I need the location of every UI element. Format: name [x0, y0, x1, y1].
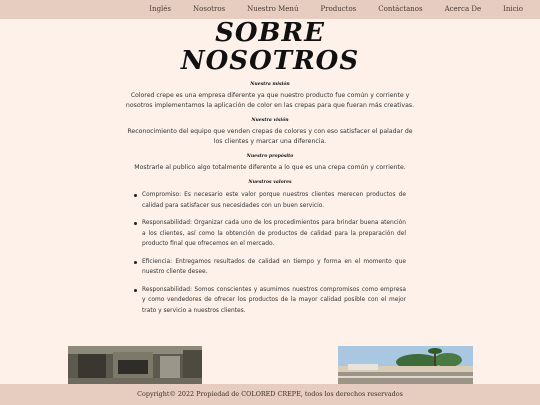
page-title: SOBRE NOSOTROS — [180, 18, 360, 76]
vision-text: Reconocimiento del equipo que venden crepas de colores y con eso satisfacer el paladar de los clientes y marcar una diferencia. — [127, 128, 413, 145]
nav-link-nosotros[interactable]: Nosotros — [193, 5, 226, 13]
nav-link-productos[interactable]: Productos — [320, 5, 357, 13]
mission-heading: Nuestra misión — [250, 82, 290, 87]
nav-link-acerca-de[interactable]: Acerca De — [444, 5, 482, 13]
storefront-image — [68, 346, 202, 384]
top-navigation — [0, 0, 540, 19]
nav-link-inicio[interactable]: Inicio — [503, 5, 523, 13]
purpose-text: Mostrarle al publico algo totalmente diferente a lo que es una crepa común y corriente. — [134, 164, 406, 171]
value-item-responsabilidad: Responsabilidad: Organizar cada uno de los procedimientos para brindar buena atención a los clientes, así como la obtención de productos de calidad para la preparación del producto final que ofrecemos en el mercado. — [142, 218, 406, 250]
nav-link-contactanos[interactable]: Contáctanos — [378, 5, 423, 13]
mission-text: Colored crepe es una empresa diferente ya que nuestro producto fue común y corriente y nosotros implementamos la aplicación de color en las crepas para que fueran más creativas. — [125, 92, 415, 109]
vision-heading: Nuestra visión — [251, 118, 289, 123]
page-footer — [0, 384, 540, 405]
storefront-photo — [68, 346, 202, 384]
value-item-responsabilidad-2: Responsabilidad: Somos conscientes y asumimos nuestros compromisos como empresa y como vendedores de ofrecer los productos de la mayor calidad posible con el mejor trato y servicio a nuestros clientes. — [142, 285, 406, 317]
nav-link-ingles[interactable]: Inglés — [149, 5, 172, 13]
main-content — [0, 19, 540, 345]
street-image — [338, 346, 473, 384]
value-item-eficiencia: Eficiencia: Entregamos resultados de calidad en tiempo y forma en el momento que nuestro cliente desee. — [142, 257, 406, 278]
values-list — [124, 190, 416, 316]
values-heading: Nuestros valores — [248, 180, 292, 185]
street-photo — [338, 346, 473, 384]
copyright-text: Copyright© 2022 Propiedad de COLORED CREPE, todos los derechos reservados — [137, 390, 403, 398]
purpose-heading: Nuestro propósito — [246, 154, 294, 159]
value-item-compromiso: Compromiso: Es necesario este valor porque nuestros clientes merecen productos de calidad para satisfacer sus necesidades con un buen servicio. — [142, 190, 406, 211]
nav-link-menu[interactable]: Nuestro Menú — [247, 5, 299, 13]
